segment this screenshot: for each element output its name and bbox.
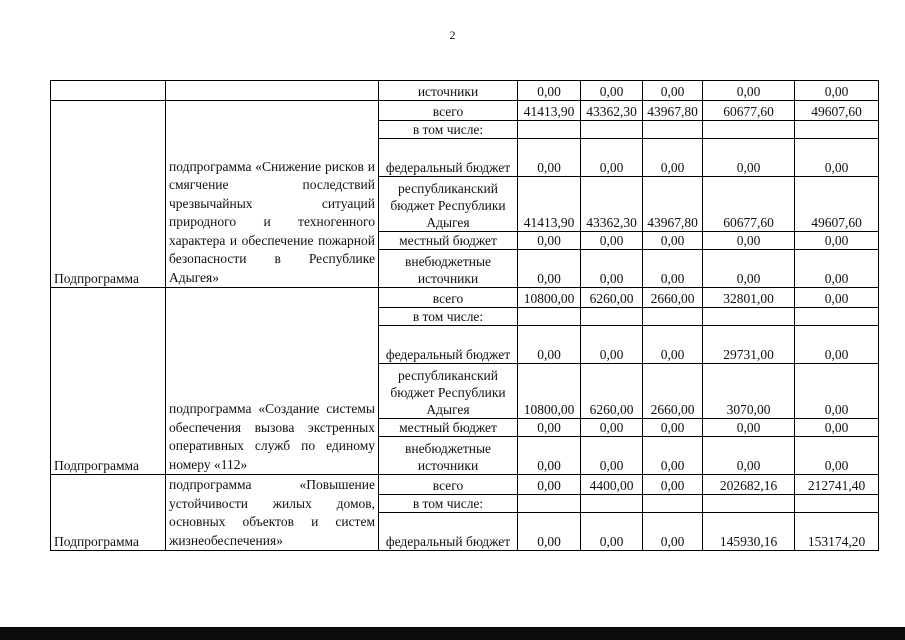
amount-cell: 202682,16 (703, 475, 795, 495)
funding-source: всего (379, 288, 518, 308)
amount-cell: 0,00 (518, 81, 581, 101)
amount-cell: 0,00 (581, 419, 643, 437)
amount-cell: 0,00 (581, 250, 643, 288)
amount-cell: 0,00 (643, 419, 703, 437)
amount-cell: 43362,30 (581, 177, 643, 232)
funding-source: всего (379, 475, 518, 495)
table-row (51, 475, 879, 495)
amount-cell: 0,00 (518, 250, 581, 288)
table-row (51, 101, 879, 121)
amount-cell: 0,00 (643, 513, 703, 551)
page-number: 2 (449, 28, 456, 42)
amount-cell (795, 495, 879, 513)
amount-cell: 0,00 (795, 437, 879, 475)
amount-cell: 60677,60 (703, 177, 795, 232)
amount-cell: 0,00 (795, 232, 879, 250)
funding-source: федеральный бюджет (379, 326, 518, 364)
funding-source: республиканский бюджет Республики Адыгея (379, 177, 518, 232)
amount-cell: 0,00 (703, 437, 795, 475)
program-description: подпрограмма «Снижение рисков и смягчение последствий чрезвычайных ситуаций природного и техногенного характера и обеспечение пожарной безопасности в Республике Адыгея» (166, 101, 379, 288)
table-row (51, 81, 879, 101)
amount-cell: 153174,20 (795, 513, 879, 551)
amount-cell: 0,00 (643, 437, 703, 475)
amount-cell: 0,00 (518, 513, 581, 551)
funding-source: в том числе: (379, 121, 518, 139)
amount-cell (643, 495, 703, 513)
amount-cell: 49607,60 (795, 177, 879, 232)
amount-cell (643, 308, 703, 326)
amount-cell: 2660,00 (643, 288, 703, 308)
amount-cell: 49607,60 (795, 101, 879, 121)
amount-cell: 6260,00 (581, 364, 643, 419)
amount-cell: 0,00 (703, 139, 795, 177)
amount-cell: 0,00 (518, 139, 581, 177)
amount-cell (581, 308, 643, 326)
amount-cell (581, 495, 643, 513)
amount-cell: 212741,40 (795, 475, 879, 495)
amount-cell: 3070,00 (703, 364, 795, 419)
amount-cell: 0,00 (703, 232, 795, 250)
program-label (51, 81, 166, 101)
amount-cell: 0,00 (703, 419, 795, 437)
amount-cell: 0,00 (643, 475, 703, 495)
amount-cell: 0,00 (581, 232, 643, 250)
amount-cell (703, 308, 795, 326)
amount-cell (703, 121, 795, 139)
amount-cell: 145930,16 (703, 513, 795, 551)
funding-source: федеральный бюджет (379, 513, 518, 551)
amount-cell: 43362,30 (581, 101, 643, 121)
amount-cell (518, 308, 581, 326)
funding-source: республиканский бюджет Республики Адыгея (379, 364, 518, 419)
funding-source: местный бюджет (379, 232, 518, 250)
amount-cell: 0,00 (643, 232, 703, 250)
amount-cell (795, 308, 879, 326)
funding-source: всего (379, 101, 518, 121)
amount-cell: 0,00 (581, 326, 643, 364)
amount-cell: 0,00 (518, 419, 581, 437)
amount-cell: 0,00 (581, 81, 643, 101)
amount-cell: 6260,00 (581, 288, 643, 308)
program-label: Подпрограмма (51, 288, 166, 475)
amount-cell: 0,00 (703, 81, 795, 101)
amount-cell: 2660,00 (643, 364, 703, 419)
program-description: подпрограмма «Создание системы обеспечения вызова экстренных оперативных служб по единому номеру «112» (166, 288, 379, 475)
amount-cell (581, 121, 643, 139)
amount-cell: 41413,90 (518, 177, 581, 232)
funding-source: федеральный бюджет (379, 139, 518, 177)
amount-cell: 10800,00 (518, 364, 581, 419)
program-description (166, 81, 379, 101)
amount-cell: 0,00 (795, 81, 879, 101)
program-label: Подпрограмма (51, 101, 166, 288)
funding-source: внебюджетные источники (379, 437, 518, 475)
amount-cell: 0,00 (795, 139, 879, 177)
funding-source: в том числе: (379, 308, 518, 326)
amount-cell: 29731,00 (703, 326, 795, 364)
amount-cell: 0,00 (643, 139, 703, 177)
program-label: Подпрограмма (51, 475, 166, 551)
budget-table (50, 80, 879, 551)
amount-cell: 4400,00 (581, 475, 643, 495)
amount-cell (643, 121, 703, 139)
amount-cell: 0,00 (518, 475, 581, 495)
amount-cell: 43967,80 (643, 177, 703, 232)
amount-cell: 0,00 (581, 437, 643, 475)
funding-source: внебюджетные источники (379, 250, 518, 288)
funding-source: местный бюджет (379, 419, 518, 437)
amount-cell: 60677,60 (703, 101, 795, 121)
amount-cell: 0,00 (795, 419, 879, 437)
amount-cell (518, 121, 581, 139)
amount-cell (518, 495, 581, 513)
funding-source: источники (379, 81, 518, 101)
amount-cell: 0,00 (643, 326, 703, 364)
funding-source: в том числе: (379, 495, 518, 513)
amount-cell: 10800,00 (518, 288, 581, 308)
amount-cell: 32801,00 (703, 288, 795, 308)
amount-cell: 0,00 (643, 81, 703, 101)
amount-cell: 0,00 (703, 250, 795, 288)
amount-cell: 0,00 (643, 250, 703, 288)
scan-edge-bar (0, 627, 905, 640)
program-description: подпрограмма «Повышение устойчивости жилых домов, основных объектов и систем жизнеобеспечения» (166, 475, 379, 551)
amount-cell: 0,00 (795, 250, 879, 288)
amount-cell: 0,00 (581, 139, 643, 177)
amount-cell (795, 121, 879, 139)
amount-cell: 0,00 (795, 326, 879, 364)
amount-cell: 0,00 (518, 326, 581, 364)
amount-cell (703, 495, 795, 513)
amount-cell: 0,00 (518, 437, 581, 475)
amount-cell: 0,00 (795, 364, 879, 419)
amount-cell: 0,00 (518, 232, 581, 250)
amount-cell: 0,00 (581, 513, 643, 551)
amount-cell: 43967,80 (643, 101, 703, 121)
amount-cell: 41413,90 (518, 101, 581, 121)
table-row (51, 288, 879, 308)
amount-cell: 0,00 (795, 288, 879, 308)
